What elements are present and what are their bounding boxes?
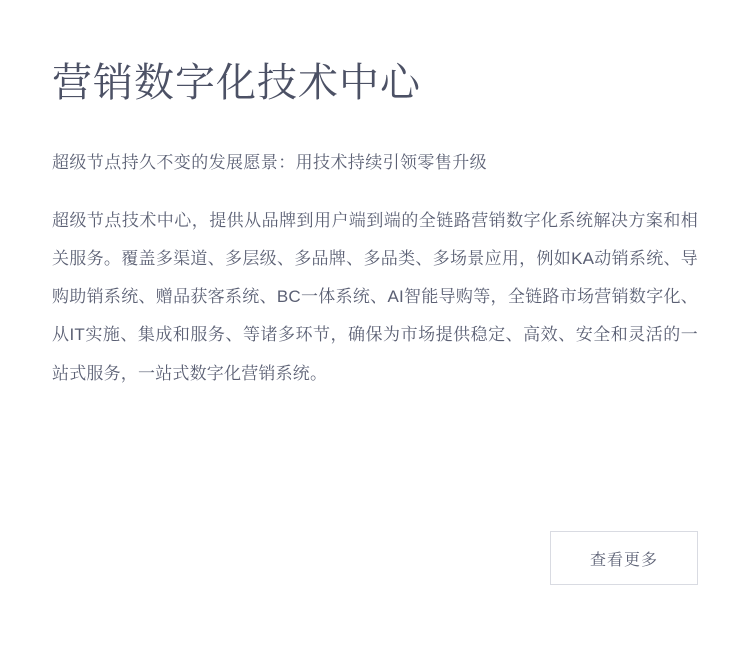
section-subtitle: 超级节点持久不变的发展愿景：用技术持续引领零售升级 (52, 153, 487, 172)
cta-row (52, 531, 698, 585)
section-body-text: 超级节点技术中心，提供从品牌到用户端到端的全链路营销数字化系统解决方案和相关服务。覆盖多渠道、多层级、多品牌、多品类、多场景应用，例如KA动销系统、导购助销系统、赠品获客系统、BC一体系统、AI智能导购等，全链路市场营销数字化、从IT实施、集成和服务、等诸多环节，确保为市场提供稳定、高效、安全和灵活的一站式服务，一站式数字化营销系统。 (52, 210, 698, 383)
content-block (52, 58, 698, 393)
page-title: 营销数字化技术中心 (52, 61, 421, 105)
view-more-button[interactable]: 查看更多 (550, 531, 698, 585)
